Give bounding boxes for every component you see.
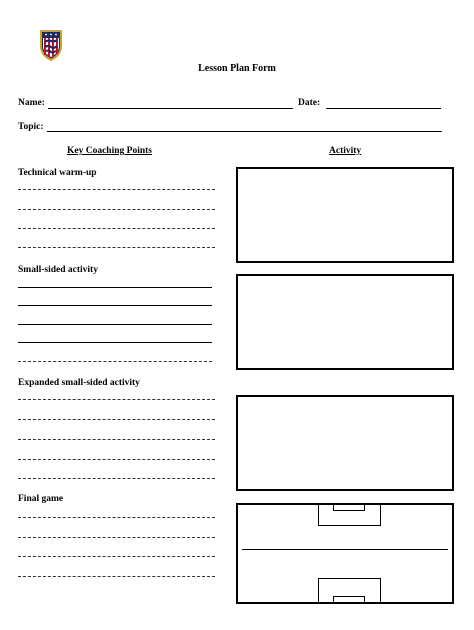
top-goal-box	[333, 505, 365, 511]
coaching-point-line[interactable]	[18, 209, 215, 210]
topic-field[interactable]	[47, 131, 442, 132]
coaching-point-line[interactable]	[18, 324, 212, 325]
coaching-point-line[interactable]	[18, 537, 215, 538]
form-title: Lesson Plan Form	[198, 63, 276, 74]
activity-header: Activity	[329, 146, 362, 156]
coaching-point-line[interactable]	[18, 342, 212, 343]
coaching-point-line[interactable]	[18, 287, 212, 288]
coaching-point-line[interactable]	[18, 478, 215, 479]
coaching-point-line[interactable]	[18, 459, 215, 460]
halfway-line	[242, 549, 448, 550]
name-label: Name:	[18, 98, 45, 108]
section-label-technical-warm-up: Technical warm-up	[18, 168, 97, 178]
activity-box-expanded-small-sided-activity[interactable]	[236, 395, 454, 491]
bottom-goal-box	[333, 596, 365, 602]
date-label: Date:	[298, 98, 321, 108]
activity-box-technical-warm-up[interactable]	[236, 167, 454, 263]
section-label-final-game: Final game	[18, 494, 64, 504]
coaching-point-line[interactable]	[18, 361, 212, 362]
topic-label: Topic:	[18, 122, 44, 132]
coaching-point-line[interactable]	[18, 247, 215, 248]
section-label-expanded-small-sided-activity: Expanded small-sided activity	[18, 378, 140, 388]
coaching-point-line[interactable]	[18, 399, 215, 400]
bottom-penalty-box	[318, 578, 381, 602]
coaching-point-line[interactable]	[18, 576, 215, 577]
coaching-point-line[interactable]	[18, 517, 215, 518]
activity-box-small-sided-activity[interactable]	[236, 274, 454, 370]
key-coaching-points-header: Key Coaching Points	[67, 146, 152, 156]
coaching-point-line[interactable]	[18, 419, 215, 420]
activity-box-final-game-field[interactable]	[236, 503, 454, 604]
coaching-point-line[interactable]	[18, 305, 212, 306]
date-field[interactable]	[326, 108, 441, 109]
us-soccer-crest-logo	[38, 28, 64, 62]
top-penalty-box	[318, 505, 381, 526]
coaching-point-line[interactable]	[18, 439, 215, 440]
coaching-point-line[interactable]	[18, 228, 215, 229]
coaching-point-line[interactable]	[18, 189, 215, 190]
section-label-small-sided-activity: Small-sided activity	[18, 265, 98, 275]
coaching-point-line[interactable]	[18, 556, 215, 557]
name-field[interactable]	[48, 108, 293, 109]
